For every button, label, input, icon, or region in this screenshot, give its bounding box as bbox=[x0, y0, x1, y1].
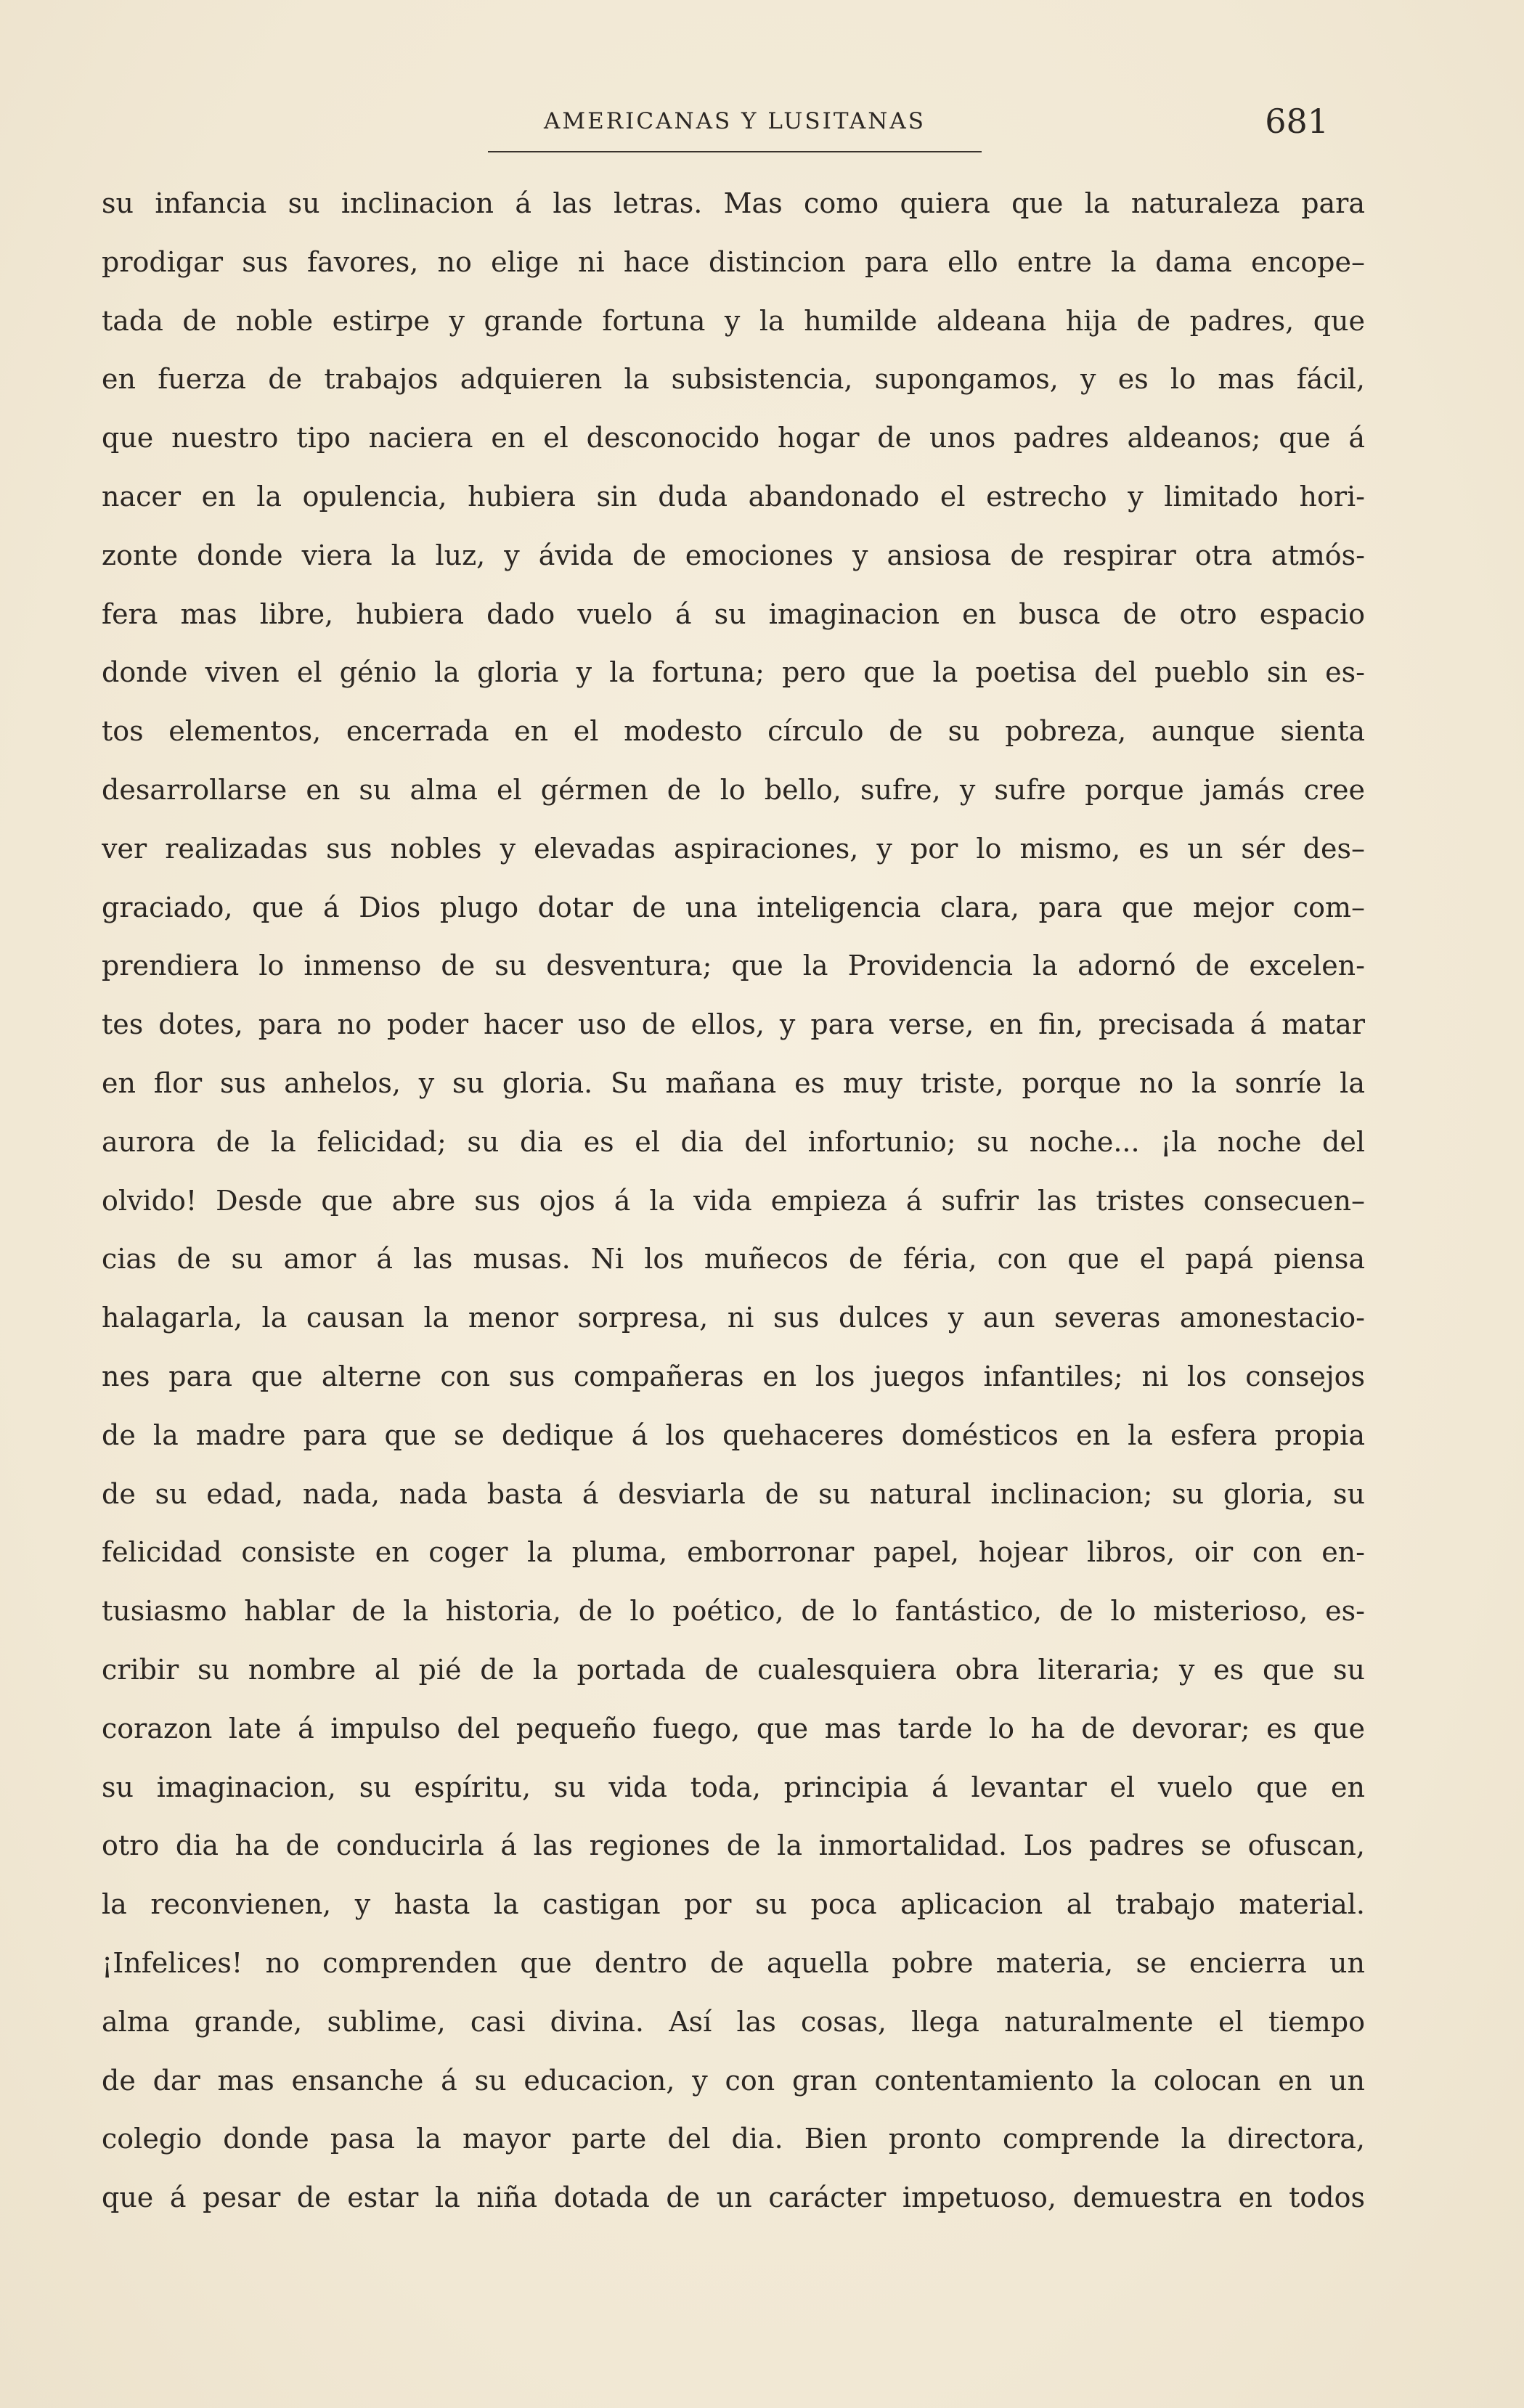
text-line: ver realizadas sus nobles y elevadas aspiraciones, y por lo mismo, es un sér des– bbox=[102, 832, 1365, 865]
text-line: donde viven el génio la gloria y la fortuna; pero que la poetisa del pueblo sin es- bbox=[102, 656, 1365, 689]
text-line: graciado, que á Dios plugo dotar de una inteligencia clara, para que mejor com– bbox=[102, 891, 1365, 923]
text-line: halagarla, la causan la menor sorpresa, ni sus dulces y aun severas amonestacio- bbox=[102, 1302, 1365, 1334]
body-text bbox=[102, 174, 1365, 2323]
text-line: prodigar sus favores, no elige ni hace distincion para ello entre la dama encope– bbox=[102, 245, 1365, 278]
text-line: en flor sus anhelos, y su gloria. Su mañana es muy triste, porque no la sonríe la bbox=[102, 1066, 1365, 1099]
text-line: que nuestro tipo naciera en el desconocido hogar de unos padres aldeanos; que á bbox=[102, 422, 1365, 454]
text-line: corazon late á impulso del pequeño fuego, que mas tarde lo ha de devorar; es que bbox=[102, 1712, 1365, 1744]
running-title: AMERICANAS Y LUSITANAS bbox=[544, 108, 926, 134]
text-line: alma grande, sublime, casi divina. Así las cosas, llega naturalmente el tiempo bbox=[102, 2005, 1365, 2038]
page-number: 681 bbox=[1265, 102, 1329, 141]
text-line: su infancia su inclinacion á las letras. Mas como quiera que la naturaleza para bbox=[102, 187, 1365, 219]
text-line: ¡Infelices! no comprenden que dentro de aquella pobre materia, se encierra un bbox=[102, 1946, 1365, 1979]
text-line: colegio donde pasa la mayor parte del dia. Bien pronto comprende la directora, bbox=[102, 2123, 1365, 2155]
text-line: cribir su nombre al pié de la portada de cualesquiera obra literaria; y es que su bbox=[102, 1653, 1365, 1686]
text-line: zonte donde viera la luz, y ávida de emociones y ansiosa de respirar otra atmós- bbox=[102, 539, 1365, 571]
text-line: su imaginacion, su espíritu, su vida toda, principia á levantar el vuelo que en bbox=[102, 1771, 1365, 1803]
text-line: prendiera lo inmenso de su desventura; que la Providencia la adornó de excelen- bbox=[102, 950, 1365, 982]
text-line: tusiasmo hablar de la historia, de lo poético, de lo fantástico, de lo misterioso, es- bbox=[102, 1595, 1365, 1628]
text-line: la reconvienen, y hasta la castigan por su poca aplicacion al trabajo material. bbox=[102, 1888, 1365, 1921]
text-line: tada de noble estirpe y grande fortuna y la humilde aldeana hija de padres, que bbox=[102, 304, 1365, 337]
text-line: otro dia ha de conducirla á las regiones de la inmortalidad. Los padres se ofuscan, bbox=[102, 1829, 1365, 1862]
text-line: olvido! Desde que abre sus ojos á la vida empieza á sufrir las tristes consecuen– bbox=[102, 1184, 1365, 1217]
header-rule bbox=[488, 151, 982, 152]
text-line: aurora de la felicidad; su dia es el dia del infortunio; su noche... ¡la noche del bbox=[102, 1125, 1365, 1158]
text-line: tes dotes, para no poder hacer uso de ellos, y para verse, en fin, precisada á matar bbox=[102, 1008, 1365, 1041]
text-line: que á pesar de estar la niña dotada de un carácter impetuoso, demuestra en todos bbox=[102, 2182, 1365, 2214]
text-line: de la madre para que se dedique á los quehaceres domésticos en la esfera propia bbox=[102, 1419, 1365, 1451]
text-line: cias de su amor á las musas. Ni los muñecos de féria, con que el papá piensa bbox=[102, 1243, 1365, 1276]
text-line: de dar mas ensanche á su educacion, y con gran contentamiento la colocan en un bbox=[102, 2064, 1365, 2097]
text-line: de su edad, nada, nada basta á desviarla de su natural inclinacion; su gloria, su bbox=[102, 1477, 1365, 1510]
text-line: desarrollarse en su alma el gérmen de lo bello, sufre, y sufre porque jamás cree bbox=[102, 773, 1365, 806]
text-line: fera mas libre, hubiera dado vuelo á su imaginacion en busca de otro espacio bbox=[102, 597, 1365, 630]
text-line: nes para que alterne con sus compañeras en los juegos infantiles; ni los consejos bbox=[102, 1360, 1365, 1392]
text-line: tos elementos, encerrada en el modesto círculo de su pobreza, aunque sienta bbox=[102, 715, 1365, 748]
text-line: felicidad consiste en coger la pluma, emborronar papel, hojear libros, oir con en- bbox=[102, 1536, 1365, 1569]
text-line: en fuerza de trabajos adquieren la subsistencia, supongamos, y es lo mas fácil, bbox=[102, 363, 1365, 396]
text-line: nacer en la opulencia, hubiera sin duda abandonado el estrecho y limitado hori- bbox=[102, 480, 1365, 513]
